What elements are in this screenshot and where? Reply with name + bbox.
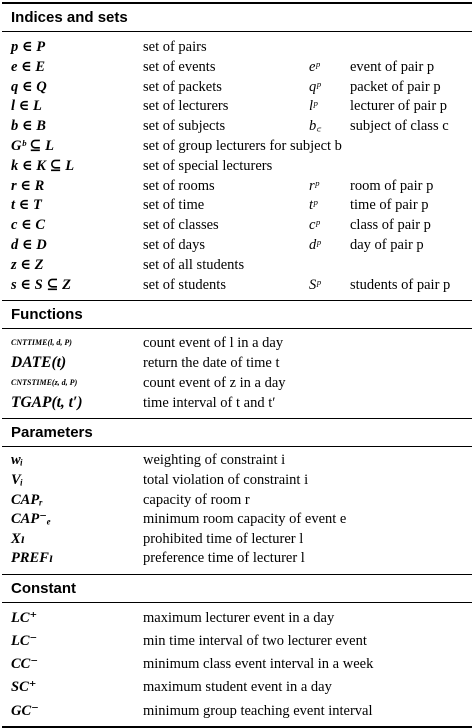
symbol: DATE(t) — [11, 354, 67, 372]
table-row — [2, 97, 472, 117]
table-row — [2, 236, 472, 256]
description: minimum group teaching event interval — [143, 702, 373, 719]
pair-symbol: cᵖ — [309, 217, 320, 234]
pair-symbol: lᵖ — [309, 98, 318, 115]
description: set of students — [143, 276, 226, 293]
symbol: CNTSTIME(z, d, P) — [11, 378, 78, 388]
table-row — [2, 530, 472, 550]
pair-description: room of pair p — [350, 177, 434, 194]
table-row — [2, 451, 472, 471]
symbol: CC⁻ — [11, 656, 38, 673]
symbol: SC⁺ — [11, 679, 37, 696]
symbol: k ∈ K ⊆ L — [11, 157, 75, 174]
pair-symbol: eᵖ — [309, 58, 320, 75]
constant-section — [2, 607, 472, 723]
description: return the date of time t — [143, 355, 280, 372]
description: minimum room capacity of event e — [143, 511, 347, 528]
table-row — [2, 700, 472, 723]
symbol: CAPᵣ — [11, 491, 43, 508]
table-row — [2, 276, 472, 296]
table-row — [2, 549, 472, 569]
table-row — [2, 216, 472, 236]
pair-description: packet of pair p — [350, 78, 441, 95]
description: count event of l in a day — [143, 335, 284, 352]
symbol: l ∈ L — [11, 98, 42, 115]
description: set of packets — [143, 78, 222, 95]
table-row — [2, 607, 472, 630]
symbol: wᵢ — [11, 452, 24, 469]
pair-description: time of pair p — [350, 197, 429, 214]
table-row — [2, 510, 472, 530]
table-row — [2, 676, 472, 699]
description: maximum student event in a day — [143, 679, 332, 696]
description: capacity of room r — [143, 491, 250, 508]
table-row — [2, 630, 472, 653]
table-row — [2, 78, 472, 98]
description: set of all students — [143, 256, 245, 273]
pair-symbol: dᵖ — [309, 236, 321, 253]
description: count event of z in a day — [143, 375, 286, 392]
description: set of time — [143, 197, 205, 214]
section-title-constant: Constant — [11, 579, 76, 597]
description: min time interval of two lecturer event — [143, 633, 367, 650]
symbol: CNTTIME(l, d, P) — [11, 338, 72, 348]
symbol: p ∈ P — [11, 39, 46, 55]
table-row — [2, 157, 472, 177]
symbol: Gᵇ ⊆ L — [11, 137, 54, 154]
description: minimum class event interval in a week — [143, 656, 374, 673]
symbol: Xₗ — [11, 530, 25, 547]
pair-symbol: Sᵖ — [309, 276, 321, 293]
symbol: c ∈ C — [11, 217, 46, 234]
description: set of lecturers — [143, 98, 229, 115]
table-row — [2, 333, 472, 353]
table-row — [2, 117, 472, 137]
section-title-indices: Indices and sets — [11, 9, 128, 26]
description: total violation of constraint i — [143, 471, 309, 488]
pair-symbol: tᵖ — [309, 197, 318, 214]
table-row — [2, 38, 472, 58]
description: set of events — [143, 58, 216, 75]
parameters-section — [2, 451, 472, 569]
indices-section — [2, 38, 472, 295]
pair-symbol: qᵖ — [309, 78, 321, 95]
symbol: LC⁺ — [11, 609, 38, 626]
symbol: b ∈ B — [11, 118, 46, 135]
pair-description: subject of class c — [350, 118, 449, 135]
description: set of group lecturers for subject b — [143, 137, 342, 154]
symbol: q ∈ Q — [11, 78, 47, 95]
functions-section — [2, 333, 472, 413]
description: set of special lecturers — [143, 157, 273, 174]
symbol: d ∈ D — [11, 236, 47, 253]
table-row — [2, 177, 472, 197]
table-row — [2, 58, 472, 78]
table-row — [2, 393, 472, 413]
description: set of subjects — [143, 118, 226, 135]
description: maximum lecturer event in a day — [143, 609, 335, 626]
pair-symbol: rᵖ — [309, 177, 319, 194]
description: prohibited time of lecturer l — [143, 530, 304, 547]
description: set of classes — [143, 217, 219, 234]
description: set of pairs — [143, 39, 207, 55]
table-row — [2, 137, 472, 157]
description: preference time of lecturer l — [143, 550, 305, 567]
notation-table — [2, 2, 472, 728]
symbol: Vᵢ — [11, 471, 24, 488]
symbol: z ∈ Z — [11, 256, 44, 273]
pair-description: class of pair p — [350, 217, 431, 234]
symbol: s ∈ S ⊆ Z — [11, 276, 71, 293]
table-row — [2, 491, 472, 511]
section-title-parameters: Parameters — [11, 424, 93, 442]
symbol: r ∈ R — [11, 177, 45, 194]
table-row — [2, 353, 472, 373]
table-row — [2, 471, 472, 491]
symbol: GC⁻ — [11, 702, 39, 719]
symbol: CAP⁻ₑ — [11, 511, 51, 528]
description: weighting of constraint i — [143, 452, 286, 469]
pair-description: event of pair p — [350, 58, 435, 75]
pair-description: students of pair p — [350, 276, 451, 293]
symbol: t ∈ T — [11, 197, 42, 214]
table-row — [2, 256, 472, 276]
description: set of rooms — [143, 177, 215, 194]
table-row — [2, 196, 472, 216]
symbol: PREFₗ — [11, 550, 54, 567]
description: time interval of t and t′ — [143, 395, 276, 412]
table-row — [2, 373, 472, 393]
table-row — [2, 653, 472, 676]
section-title-functions: Functions — [11, 306, 83, 324]
symbol: e ∈ E — [11, 58, 46, 75]
pair-description: lecturer of pair p — [350, 98, 448, 115]
pair-symbol: b꜀ — [309, 118, 322, 135]
pair-description: day of pair p — [350, 236, 424, 253]
symbol: LC⁻ — [11, 633, 38, 650]
symbol: TGAP(t, t′) — [11, 394, 83, 412]
description: set of days — [143, 236, 206, 253]
